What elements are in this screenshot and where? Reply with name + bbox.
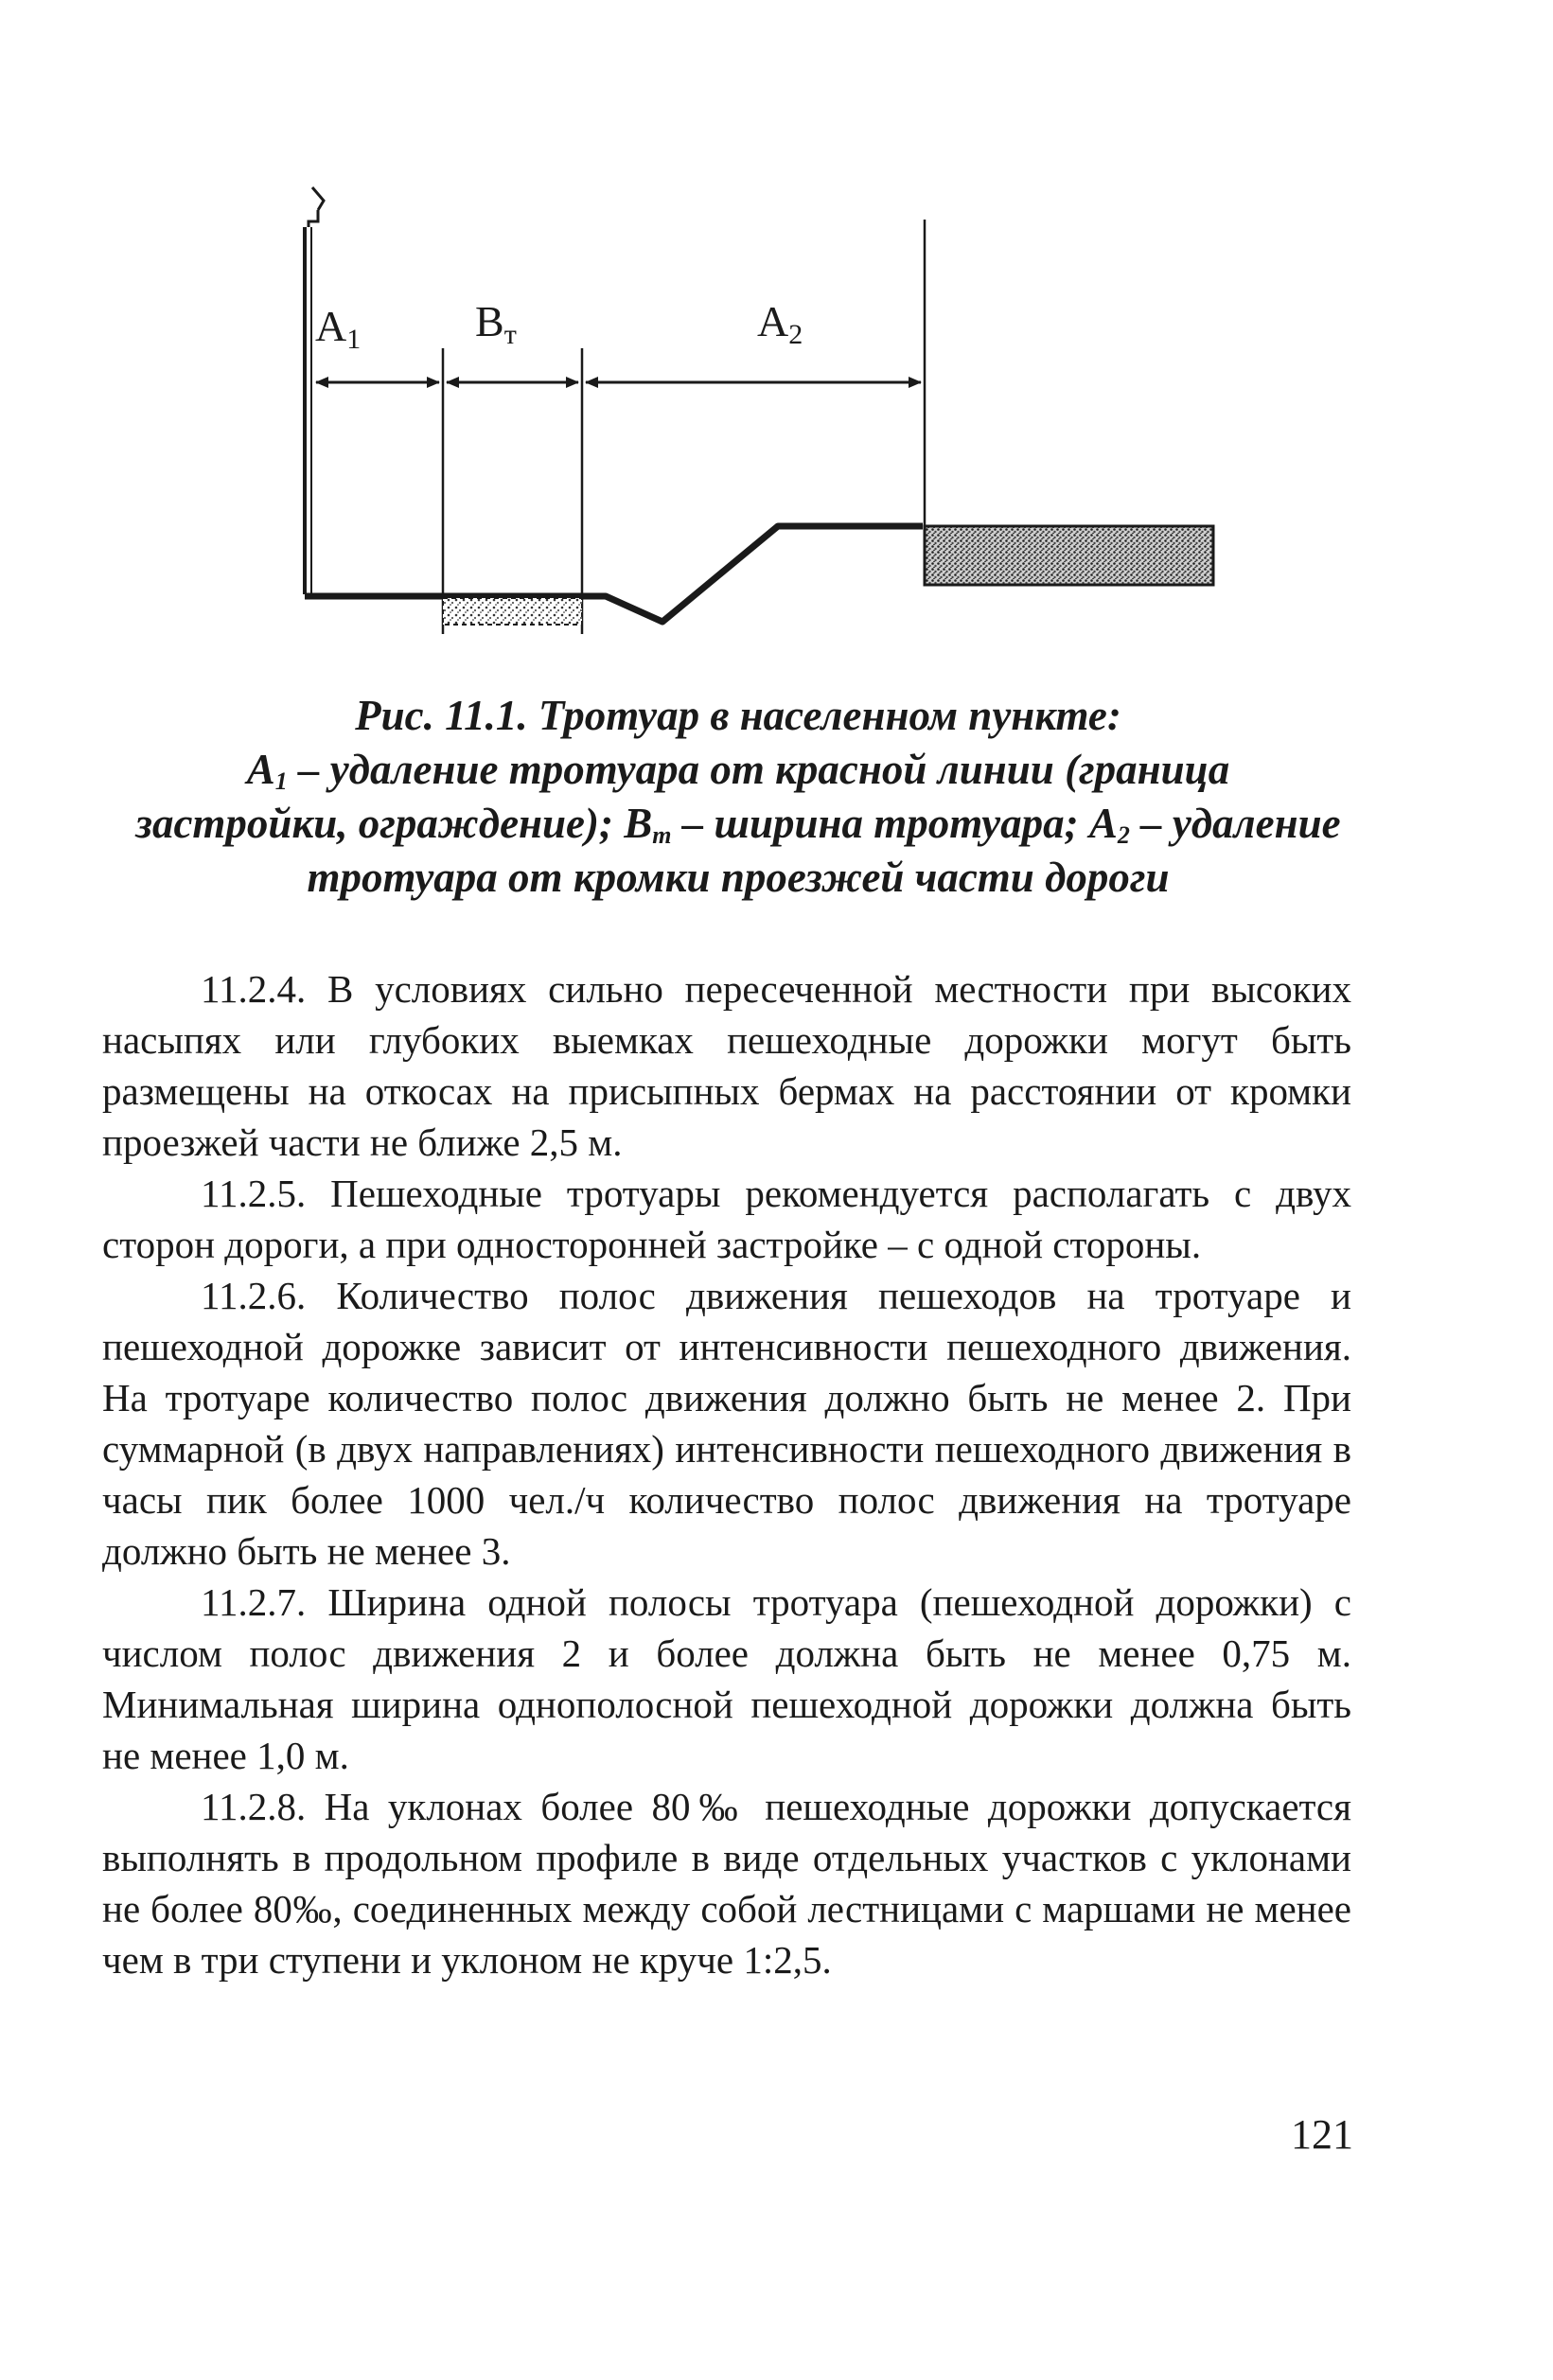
label-a1: A1	[315, 302, 362, 355]
caption-line-bt-a2: застройки, ограждение); $B_т$ – ширина тротуара; $А_2$ – удаление	[135, 800, 1341, 849]
sidewalk-diagram	[0, 0, 1553, 681]
figure-caption	[104, 689, 1372, 905]
caption-line-4: тротуара от кромки проезжей части дороги	[307, 854, 1170, 901]
paragraph-11-2-7: 11.2.7. Ширина одной полосы тротуара (пешеходной дорожки) с числом полос движения 2 и более должна быть не менее 0,75 м. Минимальная ширина однополосной пешеходной дорожки должна быть не менее 1,0 м.	[102, 1580, 1351, 1777]
paragraph-11-2-8: 11.2.8. На уклонах более 80‰ пешеходные дорожки допускается выполнять в продольном профиле в виде отдельных участков с уклонами не более 80‰, соединенных между собой лестницами с маршами не менее чем в три ступени и уклоном не круче 1:2,5.	[102, 1785, 1351, 1982]
paragraph-11-2-5: 11.2.5. Пешеходные тротуары рекомендуется располагать с двух сторон дороги, а при односторонней застройке – с одной стороны.	[102, 1172, 1351, 1266]
boundary-wall	[305, 187, 324, 598]
page-number: 121	[1291, 2111, 1353, 2158]
road-profile	[305, 526, 923, 622]
sidewalk-pavement	[443, 598, 582, 625]
label-bt: Bт	[475, 297, 517, 350]
body-text	[102, 963, 1351, 1985]
carriageway-pavement	[925, 526, 1213, 585]
paragraph-11-2-6: 11.2.6. Количество полос движения пешеходов на тротуаре и пешеходной дорожке зависит от интенсивности пешеходного движения. На тротуаре количество полос движения должно быть не менее 2. При суммарной (в двух направлениях) интенсивности пешеходного движения в часы пик более 1000 чел./ч количество полос движения на тротуаре должно быть не менее 3.	[102, 1274, 1351, 1573]
caption-line-a1: $А_1$ – удаление тротуара от красной линии (граница	[246, 746, 1230, 795]
paragraph-11-2-4: 11.2.4. В условиях сильно пересеченной местности при высоких насыпях или глубоких выемках пешеходные дорожки могут быть размещены на откосах на присыпных бермах на расстоянии от кромки проезжей части не ближе 2,5 м.	[102, 967, 1351, 1164]
label-a2: A2	[757, 297, 803, 350]
caption-title: Рис. 11.1. Тротуар в населенном пункте:	[355, 692, 1121, 739]
